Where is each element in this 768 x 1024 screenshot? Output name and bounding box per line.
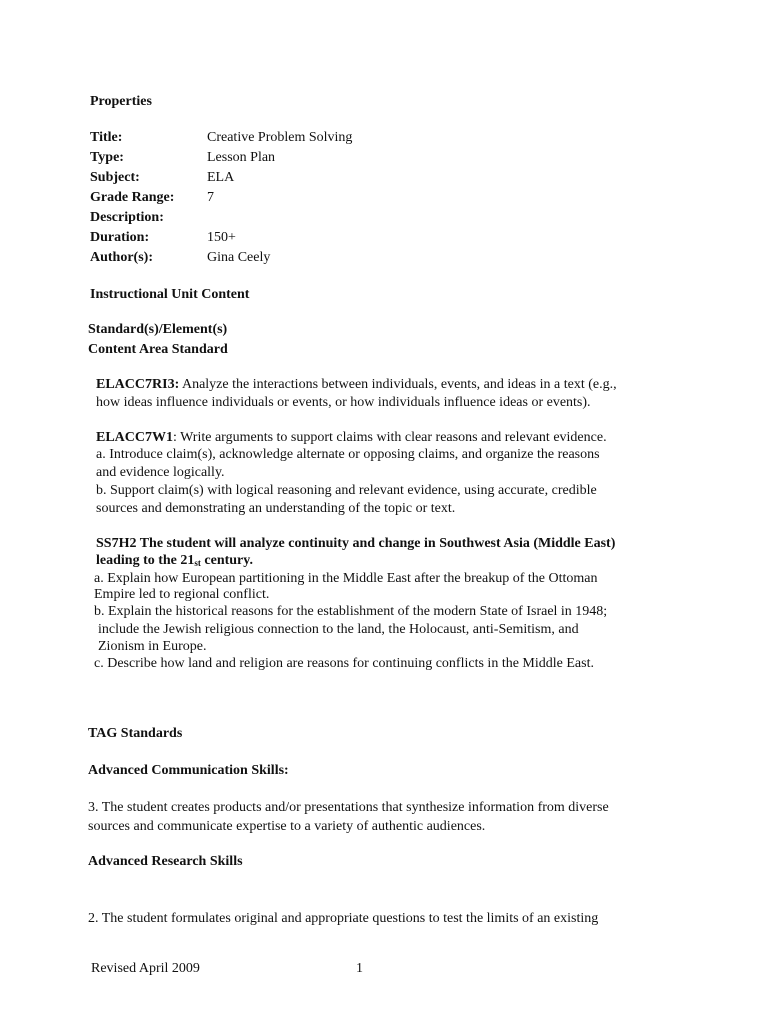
standard-ss7h2-c1: c. Describe how land and religion are reasons for continuing conflicts in the Middle East. <box>94 656 594 671</box>
comm-skills-heading: Advanced Communication Skills: <box>88 763 289 778</box>
standard-w1-line4: b. Support claim(s) with logical reasoning and relevant evidence, using accurate, credible <box>96 483 597 498</box>
prop-value-title: Creative Problem Solving <box>207 130 353 145</box>
prop-value-type: Lesson Plan <box>207 150 276 165</box>
prop-value-subject: ELA <box>207 170 235 185</box>
research-skills-line1: 2. The student formulates original and appropriate questions to test the limits of an existing <box>88 911 599 926</box>
prop-value-duration: 150+ <box>207 230 236 245</box>
footer-revised: Revised April 2009 <box>91 961 200 976</box>
ss7h2-line2-ordinal: st <box>194 558 201 568</box>
prop-value-authors: Gina Ceely <box>207 250 271 265</box>
standard-ss7h2-a2: Empire led to regional conflict. <box>94 587 270 602</box>
standard-ss7h2-b1: b. Explain the historical reasons for the establishment of the modern State of Israel in 1948; <box>94 604 608 619</box>
standard-ss7h2-title: SS7H2 The student will analyze continuity and change in Southwest Asia (Middle East) <box>96 536 616 551</box>
standard-w1-line2: a. Introduce claim(s), acknowledge alternate or opposing claims, and organize the reasons <box>96 447 600 462</box>
standard-ri3-text: Analyze the interactions between individuals, events, and ideas in a text (e.g., <box>179 377 617 392</box>
prop-label-duration: Duration: <box>90 230 150 245</box>
prop-label-type: Type: <box>90 150 124 165</box>
prop-label-subject: Subject: <box>90 170 140 185</box>
standard-ss7h2-b3: Zionism in Europe. <box>98 639 207 654</box>
comm-skills-line1: 3. The student creates products and/or presentations that synthesize information from diverse <box>88 800 609 815</box>
standard-w1-line5: sources and demonstrating an understanding of the topic or text. <box>96 501 456 516</box>
prop-label-description: Description: <box>90 210 164 225</box>
content-area-heading: Content Area Standard <box>88 342 228 357</box>
comm-skills-line2: sources and communicate expertise to a variety of authentic audiences. <box>88 819 486 834</box>
prop-label-authors: Author(s): <box>90 250 153 265</box>
prop-label-grade-range: Grade Range: <box>90 190 175 205</box>
standard-w1-text: : Write arguments to support claims with clear reasons and relevant evidence. <box>173 430 607 445</box>
ss7h2-line2-pre: leading to the 21 <box>96 553 195 568</box>
standards-heading: Standard(s)/Element(s) <box>88 322 228 337</box>
research-skills-heading: Advanced Research Skills <box>88 854 243 869</box>
ss7h2-line2-post: century. <box>200 553 253 568</box>
properties-heading: Properties <box>90 94 152 109</box>
standard-w1-line3: and evidence logically. <box>96 465 225 480</box>
standard-w1-code: ELACC7W1 <box>96 430 174 445</box>
prop-value-grade-range: 7 <box>207 190 214 205</box>
prop-label-title: Title: <box>90 130 123 145</box>
standard-ss7h2-title-line2 <box>96 553 253 569</box>
unit-heading: Instructional Unit Content <box>90 287 250 302</box>
standard-ri3-code: ELACC7RI3: <box>96 377 180 392</box>
standard-ss7h2-b2: include the Jewish religious connection to the land, the Holocaust, anti-Semitism, and <box>98 622 579 637</box>
standard-ri3 <box>96 377 617 393</box>
standard-ri3-line2: how ideas influence individuals or events, or how individuals influence ideas or events). <box>96 395 591 410</box>
standard-ss7h2-a1: a. Explain how European partitioning in the Middle East after the breakup of the Ottoman <box>94 571 598 586</box>
standard-w1 <box>96 430 607 446</box>
page-number: 1 <box>356 961 363 976</box>
tag-heading: TAG Standards <box>88 726 183 741</box>
